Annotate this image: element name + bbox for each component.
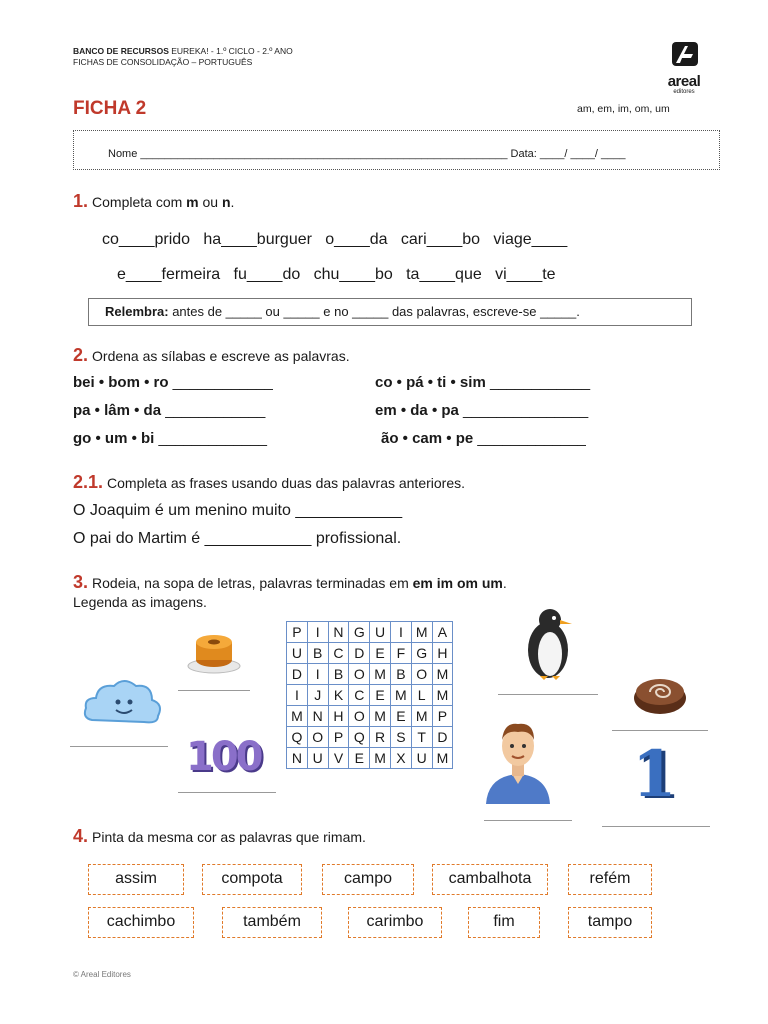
grid-cell[interactable]: N [287, 748, 308, 769]
reminder-label: Relembra: [105, 304, 169, 319]
grid-cell[interactable]: K [328, 685, 349, 706]
q21-sentence-1: O Joaquim é um menino muito ____________ [73, 502, 403, 519]
penguin-icon [512, 604, 582, 684]
one-picture [632, 737, 682, 812]
q2-heading: 2. Ordena as sílabas e escreve as palavras. [73, 345, 350, 365]
hundred-number: 100 [186, 734, 261, 780]
brand-name: areal [667, 73, 701, 90]
hundred-picture [186, 734, 266, 782]
grid-cell[interactable]: I [287, 685, 308, 706]
q2-right-2: em • da • pa _______________ [375, 402, 589, 419]
grid-cell[interactable]: O [411, 664, 432, 685]
grid-cell[interactable]: I [307, 664, 328, 685]
grid-cell[interactable]: M [432, 664, 453, 685]
q1-number: 1. [73, 191, 89, 211]
footer-copyright: © Areal Editores [73, 970, 131, 979]
grid-cell[interactable]: M [370, 664, 391, 685]
grid-cell[interactable]: G [411, 643, 432, 664]
grid-cell[interactable]: S [390, 727, 411, 748]
grid-cell[interactable]: A [432, 622, 453, 643]
grid-cell[interactable]: M [390, 685, 411, 706]
q1-heading: 1. Completa com m ou n. [73, 191, 235, 211]
grid-cell[interactable]: I [390, 622, 411, 643]
grid-cell[interactable]: M [432, 685, 453, 706]
q3-heading: 3. Rodeia, na sopa de letras, palavras terminadas em em im om um. [73, 572, 507, 592]
one-label-line [602, 826, 710, 827]
q2-left-1: bei • bom • ro ____________ [73, 374, 273, 391]
grid-cell[interactable]: Q [287, 727, 308, 748]
flan-icon [178, 622, 250, 682]
grid-cell[interactable]: I [307, 622, 328, 643]
grid-cell[interactable]: X [390, 748, 411, 769]
q1-row-2: e____fermeira fu____do chu____bo ta____que vi____te [117, 266, 556, 283]
grid-cell[interactable]: B [390, 664, 411, 685]
man-picture [478, 712, 558, 804]
grid-row [287, 664, 453, 685]
one-number: 1 [632, 737, 677, 812]
grid-cell[interactable]: B [328, 664, 349, 685]
grid-row [287, 643, 453, 664]
q4-heading: 4. Pinta da mesma cor as palavras que rimam. [73, 826, 366, 846]
grid-row [287, 685, 453, 706]
flan-picture [178, 622, 250, 682]
grid-cell[interactable]: C [349, 685, 370, 706]
word-box-tampo[interactable]: tampo [568, 907, 652, 938]
topics-label: am, em, im, om, um [577, 103, 670, 115]
q21-sentence-2: O pai do Martim é ____________ profissional. [73, 530, 402, 547]
q3-subheading: Legenda as imagens. [73, 594, 207, 610]
grid-row [287, 622, 453, 643]
penguin-label-line [498, 694, 598, 695]
word-box-fim[interactable]: fim [468, 907, 540, 938]
bonbon-icon [630, 668, 690, 718]
name-date-box [73, 130, 720, 170]
grid-cell[interactable]: F [390, 643, 411, 664]
bonbon-label-line [612, 730, 708, 731]
grid-cell[interactable]: V [328, 748, 349, 769]
grid-cell[interactable]: N [307, 706, 328, 727]
word-box-carimbo[interactable]: carimbo [348, 907, 442, 938]
grid-cell[interactable]: M [411, 706, 432, 727]
name-date-line: Nome ____________________________________________________________ Data: ____/ ____/ ____ [108, 148, 626, 160]
page-title: FICHA 2 [73, 98, 147, 119]
grid-cell[interactable]: M [370, 748, 391, 769]
grid-cell[interactable]: H [328, 706, 349, 727]
cloud-icon [78, 672, 168, 732]
header-line-1: BANCO DE RECURSOS EUREKA! - 1.º CICLO - 2.º ANO [73, 46, 293, 56]
reminder-text: antes de _____ ou _____ e no _____ das palavras, escreve-se _____. [168, 304, 580, 319]
penguin-picture [512, 604, 582, 684]
word-box-assim[interactable]: assim [88, 864, 184, 895]
word-box-cachimbo[interactable]: cachimbo [88, 907, 194, 938]
q21-heading: 2.1. Completa as frases usando duas das palavras anteriores. [73, 472, 466, 492]
grid-cell[interactable]: O [349, 706, 370, 727]
bonbon-picture [630, 668, 690, 718]
word-box-campo[interactable]: campo [322, 864, 414, 895]
grid-cell[interactable]: O [307, 727, 328, 748]
q2-left-2: pa • lâm • da ____________ [73, 402, 266, 419]
word-box-compota[interactable]: compota [202, 864, 302, 895]
q2-right-3: ão • cam • pe _____________ [381, 430, 586, 447]
grid-cell[interactable]: M [287, 706, 308, 727]
grid-cell[interactable]: P [287, 622, 308, 643]
grid-cell[interactable]: C [328, 643, 349, 664]
man-icon [478, 712, 558, 804]
areal-logo [660, 40, 708, 95]
grid-cell[interactable]: P [432, 706, 453, 727]
grid-cell[interactable]: H [432, 643, 453, 664]
grid-cell[interactable]: U [370, 622, 391, 643]
word-box-cambalhota[interactable]: cambalhota [432, 864, 548, 895]
brand-sub: editores [673, 89, 695, 95]
grid-cell[interactable]: J [307, 685, 328, 706]
grid-cell[interactable]: D [287, 664, 308, 685]
grid-cell[interactable]: P [328, 727, 349, 748]
man-label-line [484, 820, 572, 821]
word-box-refem[interactable]: refém [568, 864, 652, 895]
reminder-box [88, 298, 692, 326]
q2-right-1: co • pá • ti • sim ____________ [375, 374, 591, 391]
grid-cell[interactable]: E [370, 643, 391, 664]
grid-cell[interactable]: E [370, 685, 391, 706]
grid-cell[interactable]: M [432, 748, 453, 769]
grid-cell[interactable]: U [411, 748, 432, 769]
flan-label-line [178, 690, 250, 691]
word-search-grid [286, 621, 453, 769]
grid-cell[interactable]: M [370, 706, 391, 727]
word-box-tambem[interactable]: também [222, 907, 322, 938]
hundred-label-line [178, 792, 276, 793]
grid-cell[interactable]: N [328, 622, 349, 643]
header-line-2: FICHAS DE CONSOLIDAÇÃO – PORTUGUÊS [73, 57, 253, 67]
grid-cell[interactable]: L [411, 685, 432, 706]
grid-cell[interactable]: T [411, 727, 432, 748]
grid-cell[interactable]: G [349, 622, 370, 643]
grid-cell[interactable]: D [432, 727, 453, 748]
grid-cell[interactable]: E [349, 748, 370, 769]
grid-cell[interactable]: R [370, 727, 391, 748]
grid-row [287, 727, 453, 748]
grid-cell[interactable]: U [307, 748, 328, 769]
grid-cell[interactable]: D [349, 643, 370, 664]
grid-cell[interactable]: E [390, 706, 411, 727]
grid-cell[interactable]: Q [349, 727, 370, 748]
areal-logo-icon [660, 40, 708, 70]
grid-row [287, 706, 453, 727]
grid-row [287, 748, 453, 769]
grid-cell[interactable]: B [307, 643, 328, 664]
q2-left-3: go • um • bi _____________ [73, 430, 267, 447]
grid-cell[interactable]: O [349, 664, 370, 685]
grid-cell[interactable]: U [287, 643, 308, 664]
grid-cell[interactable]: M [411, 622, 432, 643]
cloud-label-line [70, 746, 168, 747]
cloud-picture [78, 672, 168, 732]
q1-row-1: co____prido ha____burguer o____da cari____bo viage____ [102, 231, 568, 248]
